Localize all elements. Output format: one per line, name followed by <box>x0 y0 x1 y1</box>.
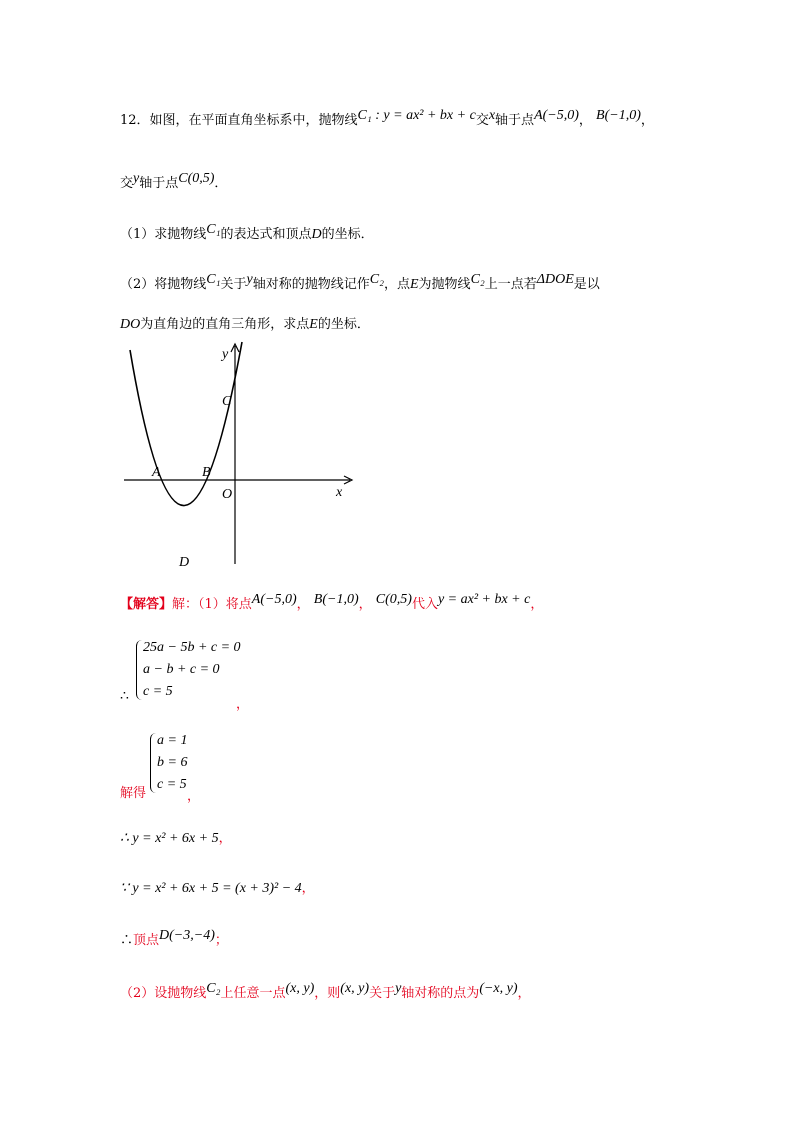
label-d: D <box>179 555 190 570</box>
system-2-brace <box>150 733 157 793</box>
solution-eq-1: ∴ y = x² + 6x + 5， <box>120 831 232 846</box>
system-1-eq-2: a − b + c = 0 <box>143 662 220 677</box>
question-1: （1）求抛物线C₁的表达式和顶点D的坐标． <box>120 222 374 242</box>
parabola-figure <box>118 340 368 572</box>
parabola-curve <box>130 342 242 506</box>
therefore-sym: ∴ <box>120 689 129 704</box>
question-2-line-2: DO为直角边的直角三角形，求点E的坐标． <box>120 317 370 332</box>
solution-heading: 【解答】 <box>120 597 173 612</box>
solution-eq-2: ∵ y = x² + 6x + 5 = (x + 3)² − 4， <box>120 881 315 896</box>
solution-line-1: 【解答】解：（1）将点A(−5,0)， B(−1,0)， C(0,5)代入y = ax² + bx + c， <box>120 592 544 612</box>
parabola-eq: C₁ : y = ax² + bx + c <box>357 108 476 123</box>
problem-intro: 12．如图，在平面直角坐标系中，抛物线 <box>120 113 358 128</box>
label-o: O <box>222 487 233 502</box>
solution-part-2: （2）设抛物线C₂上任意一点(x, y)，则(x, y)关于y轴对称的点为(−x, y)， <box>120 981 531 1001</box>
label-x: x <box>336 485 343 500</box>
solution-vertex: ∴顶点D(−3,−4)； <box>120 928 228 948</box>
label-a: A <box>152 465 161 480</box>
system-1-eq-1: 25a − 5b + c = 0 <box>143 640 241 655</box>
point-a: A(−5,0) <box>534 108 579 123</box>
problem-line-2: 交y轴于点C(0,5)． <box>120 171 228 191</box>
system-1-brace <box>136 640 143 700</box>
point-c: C(0,5) <box>178 171 215 186</box>
question-2-line-1: （2）将抛物线C₁关于y轴对称的抛物线记作C₂，点E为抛物线C₂上一点若ΔDOE是以 <box>120 272 600 292</box>
system-2-eq-2: b = 6 <box>157 755 188 770</box>
label-y: y <box>222 347 229 362</box>
point-b: B(−1,0) <box>596 108 641 123</box>
solve-word: 解得 <box>120 786 147 801</box>
problem-line-1: 12．如图，在平面直角坐标系中，抛物线C₁ : y = ax² + bx + c交x轴于点A(−5,0)， B(−1,0)， <box>120 108 654 128</box>
label-b: B <box>202 465 211 480</box>
system-1-eq-3: c = 5 <box>143 684 173 699</box>
label-c: C <box>222 394 232 409</box>
system-2-eq-3: c = 5 <box>157 777 187 792</box>
system-2-eq-1: a = 1 <box>157 733 188 748</box>
